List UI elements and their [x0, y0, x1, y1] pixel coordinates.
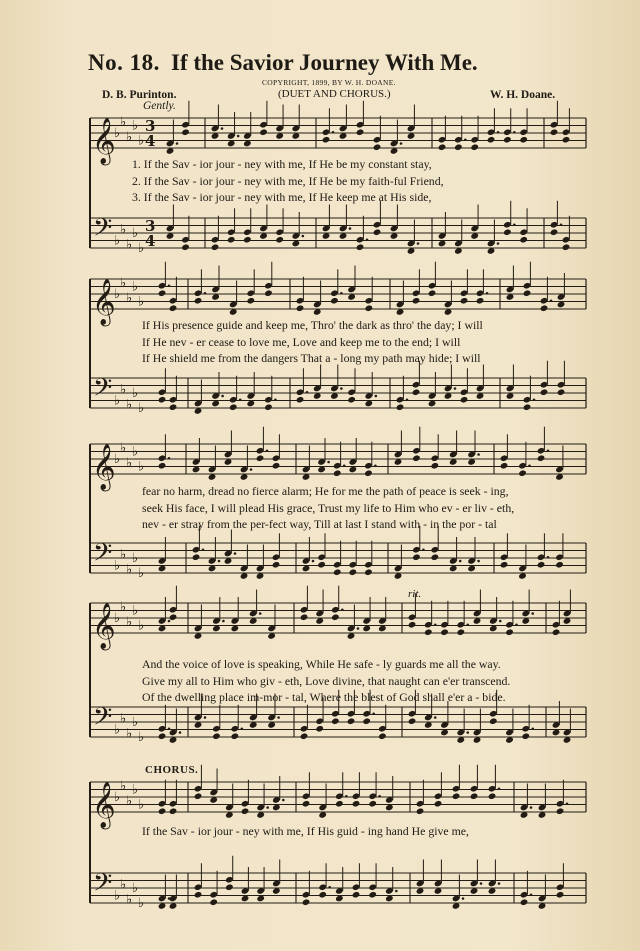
note-head: [424, 628, 433, 636]
note-head: [169, 807, 178, 815]
dot: [221, 395, 224, 398]
dot: [349, 227, 352, 230]
note-head: [520, 898, 529, 906]
note-head: [412, 553, 421, 561]
dot: [277, 716, 280, 719]
note-head: [503, 228, 512, 236]
note-head: [194, 792, 203, 800]
dot: [547, 556, 550, 559]
note-head: [540, 304, 549, 312]
note-head: [373, 143, 382, 151]
note-head: [230, 732, 239, 740]
flat-sign: ♭: [114, 233, 121, 249]
flat-sign: ♭: [138, 241, 145, 256]
note-head: [555, 561, 564, 569]
note-head: [330, 297, 339, 305]
dot: [204, 292, 207, 295]
dot: [434, 716, 437, 719]
dot: [466, 623, 469, 626]
flat-sign: ♭: [138, 797, 145, 813]
lyric-line: Of the dwelling place im-mor - tal, Where the blest of God shall e'er a - bide.: [142, 690, 506, 704]
note-head: [408, 717, 417, 725]
note-head: [256, 454, 265, 462]
lyricist-credit: D. B. Purinton.: [102, 89, 177, 101]
lyric-line: If the Sav - ior jour - ney with me, If His guid - ing hand He give me,: [142, 824, 469, 838]
flat-sign: ♭: [114, 611, 121, 626]
dot: [566, 802, 569, 805]
note-head: [440, 628, 449, 636]
note-head: [158, 807, 167, 815]
dot: [168, 727, 171, 730]
dot: [560, 223, 563, 226]
note-head: [550, 228, 559, 236]
note-head: [194, 297, 203, 305]
dot: [343, 464, 346, 467]
note-head: [456, 628, 465, 636]
flat-sign: ♭: [120, 599, 127, 615]
dot: [530, 806, 533, 809]
note-head: [470, 792, 479, 800]
note-head: [537, 561, 546, 569]
dot: [357, 627, 360, 630]
flat-sign: ♭: [138, 133, 145, 149]
note-head: [396, 403, 405, 411]
flat-sign: ♭: [126, 562, 133, 578]
note-head: [562, 136, 571, 144]
dot: [266, 806, 269, 809]
note-head: [412, 297, 421, 305]
flat-sign: ♭: [120, 711, 127, 727]
note-head: [322, 136, 331, 144]
flat-sign: ♭: [132, 444, 139, 460]
note-head: [523, 289, 532, 297]
flat-sign: ♭: [132, 279, 139, 295]
dot: [306, 391, 309, 394]
flat-sign: ♭: [114, 393, 121, 409]
dot: [202, 548, 205, 551]
note-head: [158, 732, 167, 740]
note-head: [181, 128, 190, 136]
flat-sign: ♭: [138, 294, 145, 310]
dot: [239, 398, 242, 401]
flat-sign: ♭: [126, 237, 133, 253]
treble-clef: 𝄞: [92, 279, 116, 325]
bass-clef: 𝄢: [93, 213, 113, 249]
note-head: [348, 568, 357, 576]
flat-sign: ♭: [132, 782, 139, 798]
note-head: [158, 462, 167, 470]
ritardando-marking: rit.: [408, 588, 422, 600]
note-head: [521, 732, 530, 740]
dot: [374, 464, 377, 467]
note-head: [264, 403, 273, 411]
note-head: [211, 243, 220, 251]
note-head: [368, 891, 377, 899]
dot: [378, 795, 381, 798]
bass-clef: 𝄢: [93, 538, 113, 574]
note-head: [470, 143, 479, 151]
note-head: [364, 469, 373, 477]
note-head: [333, 469, 342, 477]
note-head: [209, 898, 218, 906]
dot: [395, 890, 398, 893]
note-head: [272, 561, 281, 569]
dot: [515, 623, 518, 626]
lyric-line: 1. If the Sav - ior jour - ney with me, If He be my constant stay,: [132, 157, 432, 171]
dot: [168, 457, 171, 460]
lyric-line: nev - er stray from the per-fect way, Till at last I stand with - in the por - tal: [142, 517, 497, 531]
dot: [340, 292, 343, 295]
dot: [179, 731, 182, 734]
note-head: [460, 396, 469, 404]
chorus-label: CHORUS.: [145, 764, 199, 776]
note-head: [331, 717, 340, 725]
dot: [250, 468, 253, 471]
dot: [222, 620, 225, 623]
dot: [366, 238, 369, 241]
note-head: [302, 800, 311, 808]
note-head: [412, 454, 421, 462]
flat-sign: ♭: [120, 382, 127, 398]
note-head: [430, 553, 439, 561]
dot: [345, 795, 348, 798]
flat-sign: ♭: [114, 722, 121, 738]
note-head: [243, 236, 252, 244]
treble-clef: 𝄞: [92, 603, 116, 649]
flat-sign: ♭: [138, 401, 145, 416]
bass-clef: 𝄢: [93, 868, 113, 904]
note-head: [454, 143, 463, 151]
note-head: [356, 128, 365, 136]
flat-sign: ♭: [132, 881, 139, 896]
composer-credit: W. H. Doane.: [490, 89, 556, 101]
time-signature-bottom: 4: [145, 232, 156, 250]
note-head: [540, 388, 549, 396]
note-head: [368, 800, 377, 808]
treble-clef: 𝄞: [92, 444, 116, 490]
note-head: [356, 243, 365, 251]
note-head: [438, 143, 447, 151]
note-head: [317, 561, 326, 569]
lyric-line: 3. If the Sav - ior jour - ney with me, If He keep me at His side,: [132, 190, 432, 204]
note-head: [259, 128, 268, 136]
dot: [340, 387, 343, 390]
note-head: [296, 304, 305, 312]
note-head: [272, 462, 281, 470]
note-head: [452, 792, 461, 800]
copyright-notice: COPYRIGHT, 1899, BY W. H. DOANE.: [262, 78, 396, 87]
flat-sign: ♭: [126, 455, 133, 471]
note-head: [229, 403, 238, 411]
note-head: [169, 304, 178, 312]
dot: [234, 552, 237, 555]
flat-sign: ♭: [132, 226, 139, 241]
lyric-line: And the voice of love is speaking, While He safe - ly guards me all the way.: [142, 657, 501, 671]
note-head: [246, 297, 255, 305]
note-head: [434, 800, 443, 808]
note-head: [227, 236, 236, 244]
note-head: [302, 898, 311, 906]
dot: [498, 882, 501, 885]
flat-sign: ♭: [138, 730, 145, 745]
dot: [498, 787, 501, 790]
dot: [176, 142, 179, 145]
dot: [531, 612, 534, 615]
dot: [462, 897, 465, 900]
flat-sign: ♭: [114, 126, 121, 141]
dot: [464, 138, 467, 141]
note-head: [347, 396, 356, 404]
lyric-line: If He nev - er cease to love me, Love and keep me to the end; I will: [142, 335, 461, 349]
dot: [480, 882, 483, 885]
note-head: [331, 613, 340, 621]
flat-sign: ♭: [120, 275, 127, 291]
flat-sign: ♭: [114, 452, 121, 467]
flat-sign: ♭: [126, 726, 133, 742]
dot: [406, 398, 409, 401]
dot: [497, 131, 500, 134]
note-head: [275, 236, 284, 244]
dot: [282, 799, 285, 802]
note-head: [519, 136, 528, 144]
flat-sign: ♭: [114, 287, 121, 302]
time-signature-bottom: 4: [145, 132, 156, 150]
note-head: [300, 613, 309, 621]
note-head: [315, 725, 324, 733]
lyric-line: seek His face, I will plead His grace, Trust my life to Him who ev - er liv - eth,: [142, 501, 515, 515]
dot: [459, 560, 462, 563]
bass-clef: 𝄢: [93, 702, 113, 738]
note-head: [412, 388, 421, 396]
note-head: [378, 732, 387, 740]
dot: [422, 548, 425, 551]
note-head: [505, 628, 514, 636]
dot: [513, 223, 516, 226]
flat-sign: ♭: [138, 459, 145, 475]
note-head: [158, 289, 167, 297]
note-head: [557, 388, 566, 396]
note-head: [194, 891, 203, 899]
flat-sign: ♭: [132, 715, 139, 730]
flat-sign: ♭: [120, 778, 127, 794]
note-head: [333, 568, 342, 576]
flat-sign: ♭: [132, 386, 139, 401]
dot: [477, 453, 480, 456]
flat-sign: ♭: [120, 114, 127, 130]
flat-sign: ♭: [138, 566, 145, 581]
dot: [417, 242, 420, 245]
dot: [533, 398, 536, 401]
dot: [454, 387, 457, 390]
treble-clef: 𝄞: [92, 118, 116, 164]
treble-clef: 𝄞: [92, 782, 116, 828]
note-head: [408, 621, 417, 629]
dot: [499, 620, 502, 623]
note-head: [460, 297, 469, 305]
flat-sign: ♭: [138, 618, 145, 634]
lyric-line: If His presence guide and keep me, Thro' the dark as thro' the day; I will: [142, 318, 483, 332]
note-head: [503, 136, 512, 144]
note-head: [556, 891, 565, 899]
flat-sign: ♭: [132, 603, 139, 619]
lyric-line: Give my all to Him who giv - eth, Love divine, that naught can e'er transcend.: [142, 674, 511, 688]
lyric-line: If He shield me from the dangers That a - long my path may hide; I will: [142, 351, 481, 365]
note-head: [158, 396, 167, 404]
note-head: [241, 807, 250, 815]
flat-sign: ♭: [114, 790, 121, 805]
flat-sign: ♭: [120, 222, 127, 238]
note-head: [428, 289, 437, 297]
note-head: [416, 807, 425, 815]
dot: [375, 395, 378, 398]
note-head: [489, 717, 498, 725]
dot: [531, 727, 534, 730]
dot: [497, 242, 500, 245]
note-head: [347, 717, 356, 725]
note-head: [519, 236, 528, 244]
note-head: [562, 243, 571, 251]
dot: [513, 131, 516, 134]
dot: [332, 131, 335, 134]
note-head: [181, 243, 190, 251]
dot: [466, 731, 469, 734]
dot: [547, 449, 550, 452]
dot: [400, 142, 403, 145]
dot: [266, 449, 269, 452]
note-head: [264, 289, 273, 297]
note-head: [362, 717, 371, 725]
dot: [168, 620, 171, 623]
dot: [168, 284, 171, 287]
note-head: [523, 403, 532, 411]
note-head: [225, 883, 234, 891]
dot: [237, 135, 240, 138]
dot: [530, 893, 533, 896]
dot: [528, 464, 531, 467]
time-signature-top: 3: [145, 117, 156, 135]
hymn-title: If the Savior Journey With Me.: [171, 50, 478, 75]
note-head: [537, 454, 546, 462]
dot: [312, 560, 315, 563]
lyric-line: fear no harm, dread no fierce alarm; He for me the path of peace is seek - ing,: [142, 484, 509, 498]
flat-sign: ♭: [126, 793, 133, 809]
note-head: [556, 807, 565, 815]
note-head: [476, 297, 485, 305]
flat-sign: ♭: [126, 290, 133, 306]
dot: [221, 127, 224, 130]
dot: [274, 398, 277, 401]
note-head: [487, 136, 496, 144]
note-head: [318, 891, 327, 899]
flat-sign: ♭: [126, 129, 133, 145]
flat-sign: ♭: [126, 892, 133, 908]
dot: [328, 886, 331, 889]
note-head: [352, 800, 361, 808]
flat-sign: ♭: [114, 558, 121, 574]
note-head: [488, 792, 497, 800]
note-head: [500, 462, 509, 470]
dot: [434, 623, 437, 626]
flat-sign: ♭: [120, 547, 127, 563]
flat-sign: ♭: [126, 614, 133, 630]
note-head: [518, 469, 527, 477]
note-head: [296, 396, 305, 404]
dot: [372, 712, 375, 715]
dot: [550, 299, 553, 302]
note-head: [192, 553, 201, 561]
dot: [341, 608, 344, 611]
dot: [241, 727, 244, 730]
note-head: [550, 128, 559, 136]
dot: [204, 716, 207, 719]
flat-sign: ♭: [114, 888, 121, 904]
dot: [327, 461, 330, 464]
note-head: [500, 561, 509, 569]
flat-sign: ♭: [132, 118, 139, 134]
note-head: [430, 462, 439, 470]
note-head: [335, 800, 344, 808]
tempo-marking: Gently.: [143, 100, 176, 112]
note-head: [552, 628, 561, 636]
flat-sign: ♭: [120, 877, 127, 893]
dot: [477, 560, 480, 563]
note-head: [364, 304, 373, 312]
hymn-subtitle: (DUET AND CHORUS.): [278, 88, 391, 100]
note-head: [169, 403, 178, 411]
note-head: [364, 568, 373, 576]
bass-clef: 𝄢: [93, 373, 113, 409]
hymn-number: No. 18.: [88, 50, 160, 75]
flat-sign: ♭: [132, 551, 139, 566]
lyric-line: 2. If the Sav - ior jour - ney with me, If He be my faith-ful Friend,: [132, 174, 444, 188]
note-head: [373, 228, 382, 236]
dot: [218, 560, 221, 563]
flat-sign: ♭: [126, 397, 133, 413]
note-head: [212, 732, 221, 740]
flat-sign: ♭: [120, 440, 127, 456]
dot: [302, 235, 305, 238]
note-head: [169, 613, 178, 621]
note-head: [352, 891, 361, 899]
dot: [486, 292, 489, 295]
dot: [259, 612, 262, 615]
note-head: [300, 732, 309, 740]
flat-sign: ♭: [138, 896, 145, 911]
time-signature-top: 3: [145, 217, 156, 235]
